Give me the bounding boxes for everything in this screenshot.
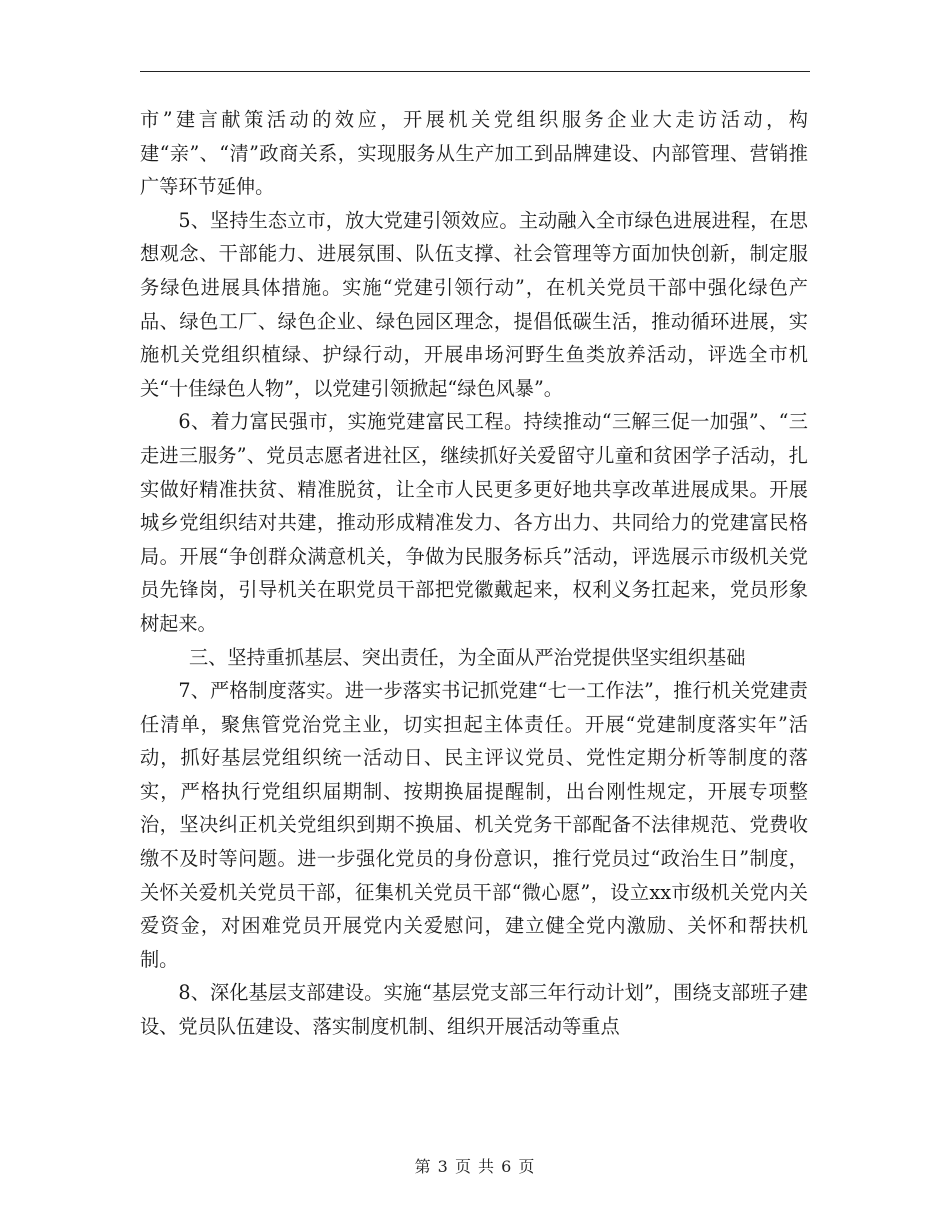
paragraph-item-6: 6、着力富民强市，实施党建富民工程。持续推动“三解三促一加强”、“三走进三服务”、党员志愿者进社区，继续抓好关爱留守儿童和贫困学子活动，扎实做好精准扶贫、精准脱贫，让全市人民更多更好地共享改革进展成果。开展城乡党组织结对共建，推动形成精准发力、各方出力、共同给力的党建富民格局。开展“争创群众满意机关，争做为民服务标兵”活动，评选展示市级机关党员先锋岗，引导机关在职党员干部把党徽戴起来，权利义务扛起来，党员形象树起来。 [140, 410, 808, 635]
paragraph-continuation: 市”建言献策活动的效应，开展机关党组织服务企业大走访活动，构建“亲”、“清”政商关系，实现服务从生产加工到品牌建设、内部管理、营销推广等环节延伸。 [140, 108, 808, 199]
paragraph-item-5: 5、坚持生态立市，放大党建引领效应。主动融入全市绿色进展进程，在思想观念、干部能力、进展氛围、队伍支撑、社会管理等方面加快创新，制定服务绿色进展具体措施。实施“党建引领行动”，在机关党员干部中强化绿色产品、绿色工厂、绿色企业、绿色园区理念，提倡低碳生活，推动循环进展，实施机关党组织植绿、护绿行动，开展串场河野生鱼类放养活动，评选全市机关“十佳绿色人物”，以党建引领掀起“绿色风暴”。 [140, 208, 808, 400]
paragraph-item-8: 8、深化基层支部建设。实施“基层党支部三年行动计划”，围绕支部班子建设、党员队伍建设、落实制度机制、组织开展活动等重点 [140, 981, 808, 1039]
document-body [140, 103, 808, 1044]
page-number-footer: 第 3 页 共 6 页 [414, 1157, 536, 1176]
paragraph-item-7: 7、严格制度落实。进一步落实书记抓党建“七一工作法”，推行机关党建责任清单，聚焦管党治党主业，切实担起主体责任。开展“党建制度落实年”活动，抓好基层党组织统一活动日、民主评议党员、党性定期分析等制度的落实，严格执行党组织届期制、按期换届提醒制，出台刚性规定，开展专项整治，坚决纠正机关党组织到期不换届、机关党务干部配备不法律规范、党费收缴不及时等问题。进一步强化党员的身份意识，推行党员过“政治生日”制度，关怀关爱机关党员干部，征集机关党员干部“微心愿”，设立xx市级机关党内关爱资金，对困难党员开展党内关爱慰问，建立健全党内激励、关怀和帮扶机制。 [140, 679, 808, 971]
section-heading-3: 三、坚持重抓基层、突出责任，为全面从严治党提供坚实组织基础 [188, 645, 746, 669]
header-rule [140, 71, 810, 72]
